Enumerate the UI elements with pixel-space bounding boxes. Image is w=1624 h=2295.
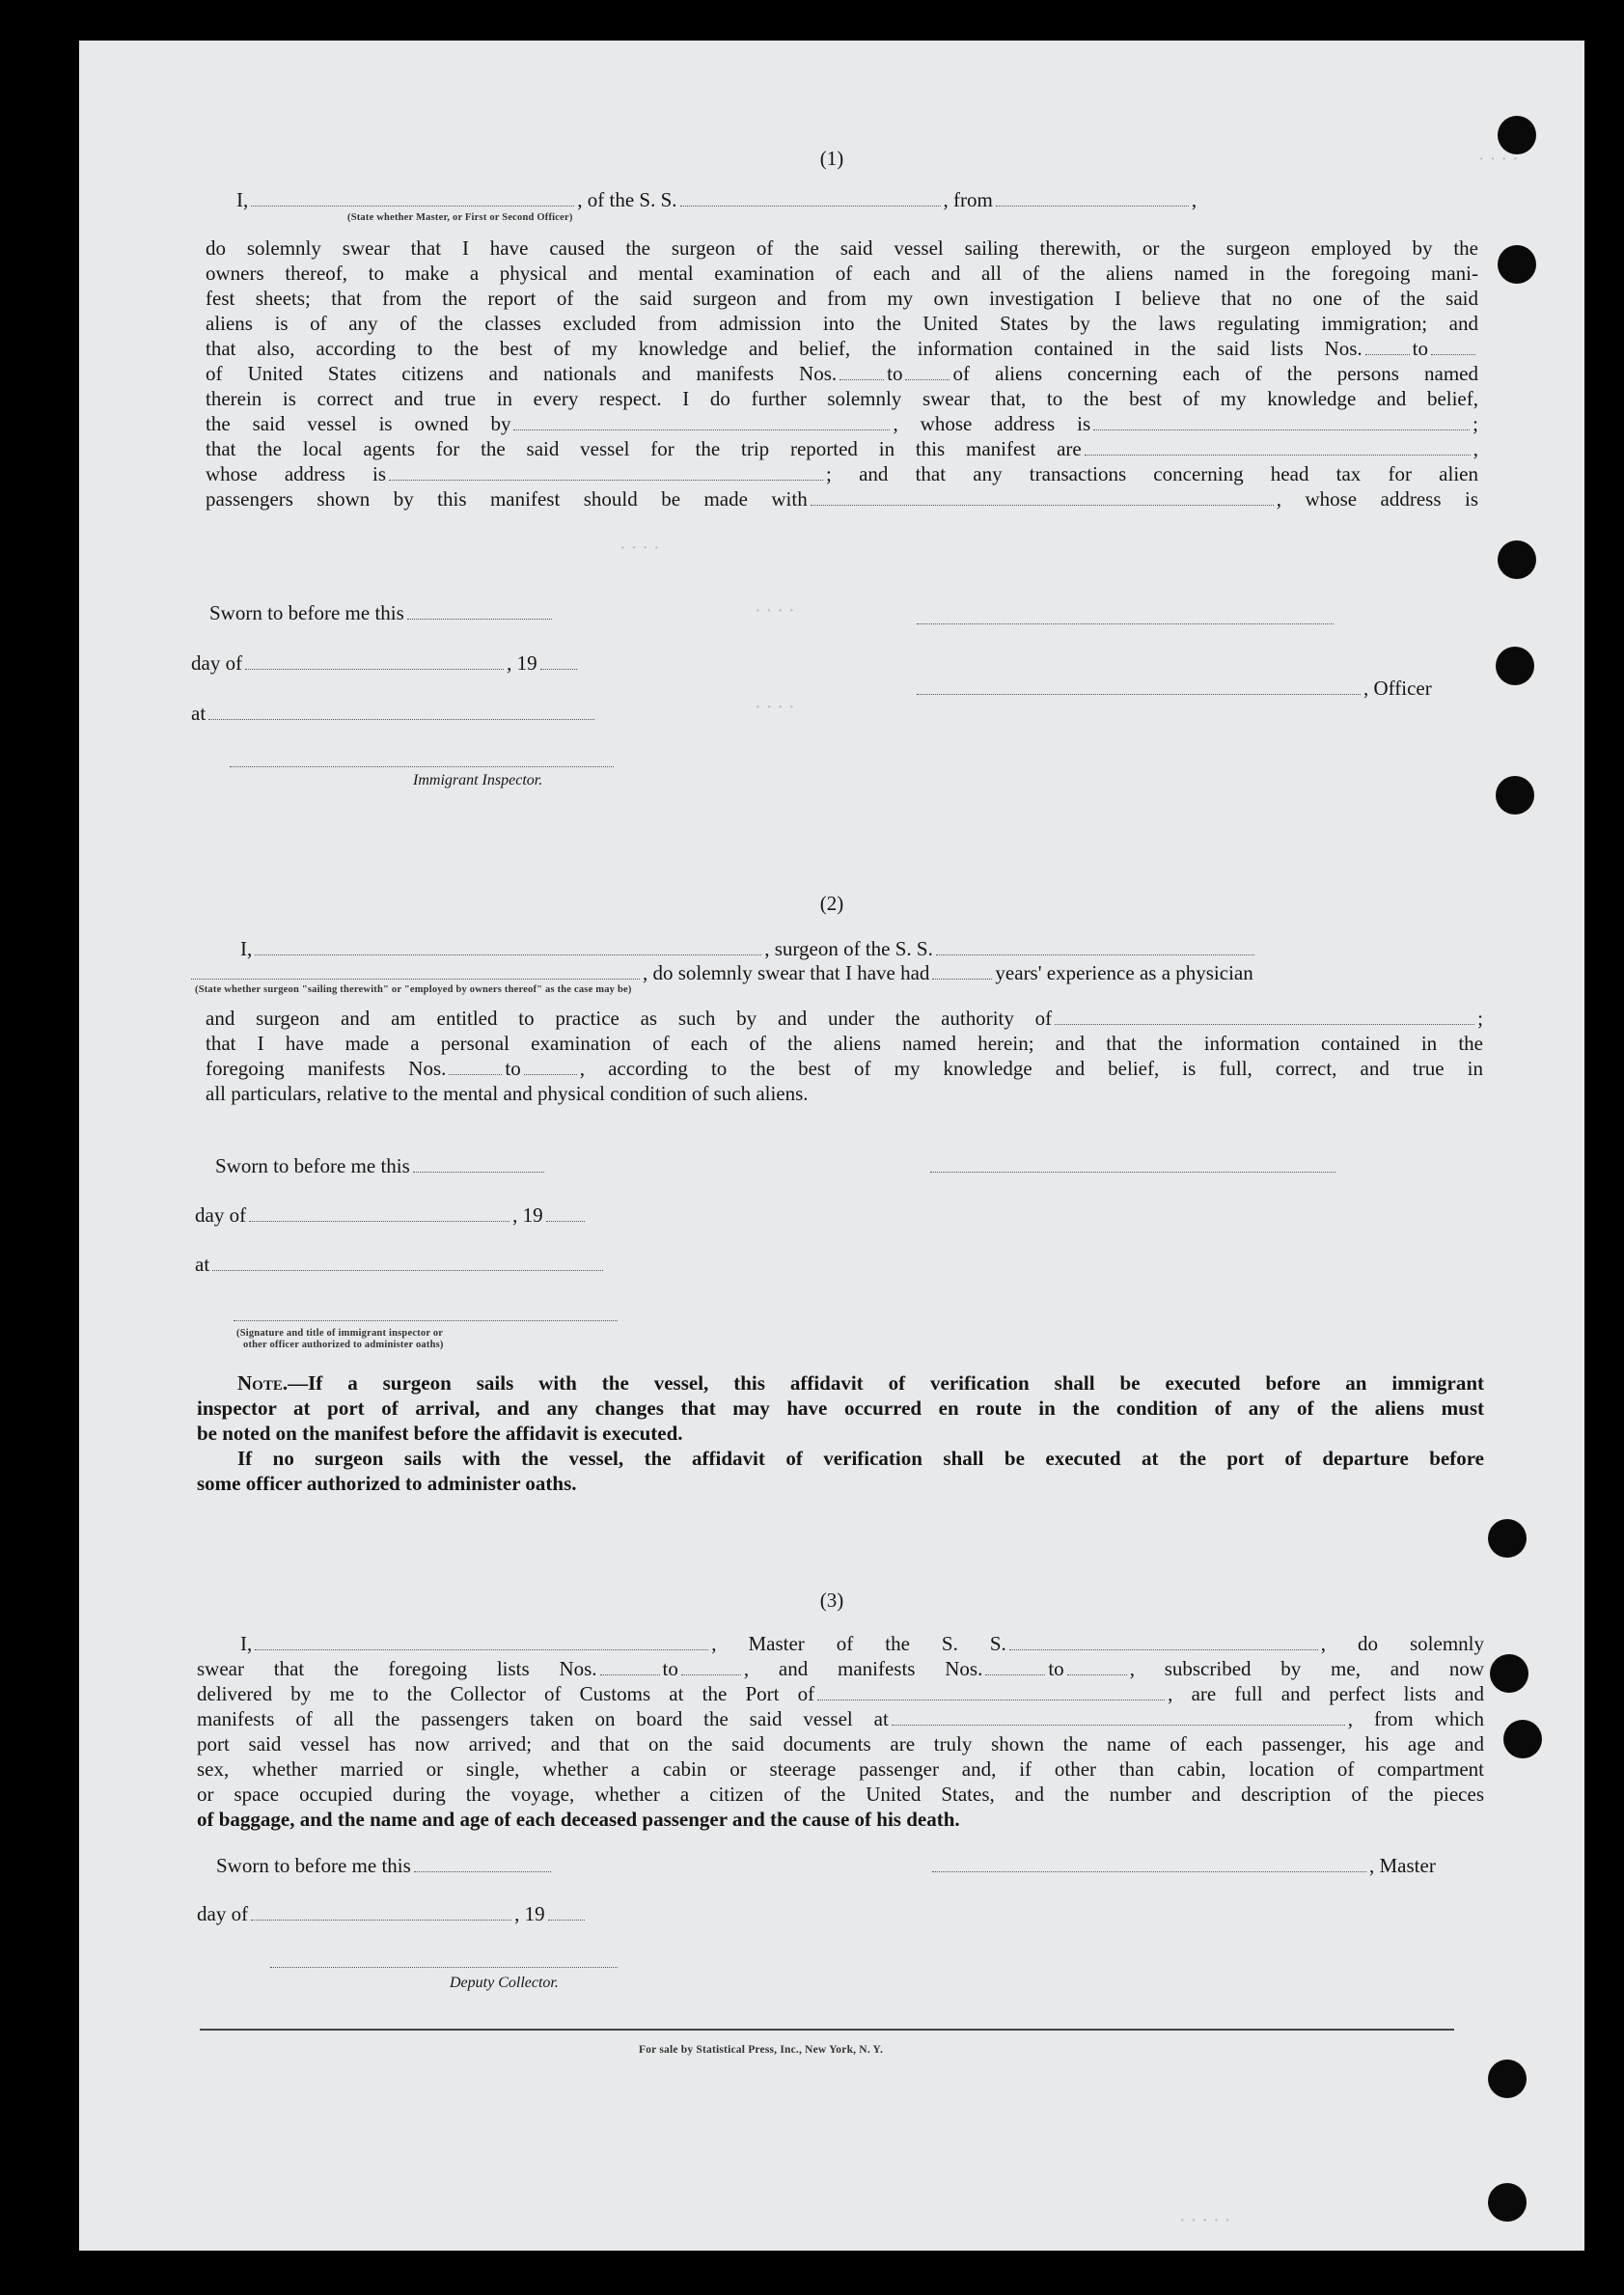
punch-hole	[1498, 245, 1536, 284]
oath-line: therein is correct and true in every respect. I do further solemnly swear that, to the best of my knowledge and belief,	[206, 387, 1478, 410]
oath-line: that the local agents for the said vessel for the trip reported in this manifest are ,	[206, 437, 1478, 460]
manifests-from-blank[interactable]	[985, 1658, 1045, 1675]
ship-name-blank[interactable]	[1009, 1633, 1318, 1650]
oath-line: swear that the foregoing lists Nos. to , and manifests Nos. to , subscribed by me, and now	[197, 1657, 1484, 1680]
surgeon-manifests-from-blank[interactable]	[449, 1058, 502, 1075]
officer-signature-blank[interactable]	[917, 677, 1361, 695]
oath-line: foregoing manifests Nos. to , according to the best of my knowledge and belief, is full, correct, and true in	[206, 1057, 1483, 1080]
note-line: some officer authorized to administer oaths.	[197, 1472, 577, 1495]
manifests-to-blank[interactable]	[1067, 1658, 1127, 1675]
oath-line: delivered by me to the Collector of Customs at the Port of , are full and perfect lists and	[197, 1682, 1484, 1705]
authority-blank[interactable]	[1055, 1008, 1474, 1025]
sworn-date-blank[interactable]	[407, 602, 552, 620]
surgeon-name-blank[interactable]	[255, 938, 761, 955]
officer-signature-line[interactable]	[234, 1320, 618, 1321]
collector-signature-line[interactable]	[270, 1967, 618, 1968]
section-3-heading: (3)	[819, 1589, 844, 1612]
oath-line: or space occupied during the voyage, whether a citizen of the United States, and the number and description of the pieces	[197, 1783, 1484, 1806]
port-blank[interactable]	[817, 1683, 1165, 1701]
boarding-port-blank[interactable]	[892, 1708, 1345, 1726]
oath-line: the said vessel is owned by , whose address is ;	[206, 412, 1479, 435]
departure-port-blank[interactable]	[996, 189, 1189, 207]
punch-hole	[1496, 647, 1534, 685]
master-name-blank[interactable]	[255, 1633, 708, 1650]
manifests-to-blank[interactable]	[905, 363, 950, 380]
oath-line: whose address is ; and that any transactions concerning head tax for alien	[206, 462, 1478, 485]
section-2-day-of: day of , 19	[195, 1203, 588, 1228]
note-line: If no surgeon sails with the vessel, the affidavit of verification shall be executed at the port of departure before	[237, 1447, 1484, 1470]
printer-imprint: For sale by Statistical Press, Inc., New York, N. Y.	[639, 2044, 884, 2056]
oath-line: that I have made a personal examination of each of the aliens named herein; and that the information contained in the	[206, 1032, 1483, 1055]
section-1-rank-caption: (State whether Master, or First or Second Officer)	[347, 212, 573, 223]
day-of-blank[interactable]	[245, 652, 504, 670]
sworn-date-blank[interactable]	[414, 1855, 551, 1872]
note-line: be noted on the manifest before the affidavit is executed.	[197, 1422, 683, 1445]
section-3-sworn: Sworn to before me this	[216, 1853, 554, 1878]
master-signature-blank[interactable]	[932, 1855, 1366, 1872]
lists-from-blank[interactable]	[1365, 338, 1410, 355]
oath-line: fest sheets; that from the report of the said surgeon and from my own investigation I believe that no one of the said	[206, 287, 1478, 310]
document-page	[79, 41, 1584, 2251]
sworn-date-blank[interactable]	[413, 1155, 544, 1173]
day-of-blank[interactable]	[249, 1204, 509, 1222]
lists-from-blank[interactable]	[600, 1658, 660, 1675]
note-text	[197, 1370, 1484, 1496]
oath-line: I, , Master of the S. S. , do solemnly	[240, 1632, 1484, 1655]
punch-hole	[1490, 1654, 1528, 1693]
punch-hole	[1496, 776, 1534, 815]
show-through-mark: · · · · ·	[1179, 2210, 1231, 2231]
place-blank[interactable]	[212, 1254, 603, 1271]
section-2-second-line: , do solemnly swear that I have had years' experience as a physician	[191, 960, 1253, 985]
punch-hole	[1498, 540, 1536, 579]
surgeon-type-blank[interactable]	[191, 962, 640, 980]
signature-caption: (Signature and title of immigrant inspector or	[236, 1328, 444, 1339]
show-through-mark: · · · ·	[755, 697, 795, 718]
owner-address-blank[interactable]	[1093, 413, 1470, 430]
section-1-sworn: Sworn to before me this	[209, 600, 555, 625]
head-tax-agent-blank[interactable]	[811, 488, 1274, 506]
section-1-first-line: I, , of the S. S. , from ,	[236, 188, 1197, 211]
surgeon-manifests-to-blank[interactable]	[524, 1058, 577, 1075]
show-through-mark: · · · ·	[755, 600, 795, 622]
year-blank[interactable]	[548, 1903, 585, 1921]
signature-caption: other officer authorized to administer oaths)	[243, 1340, 444, 1350]
oath-line: of United States citizens and nationals and manifests Nos. to of aliens concerning each of the persons named	[206, 362, 1479, 385]
owner-blank[interactable]	[513, 413, 890, 430]
year-blank[interactable]	[540, 652, 577, 670]
inspector-signature-line[interactable]	[230, 766, 614, 767]
show-through-mark: · · · ·	[619, 538, 660, 559]
section-2-sworn: Sworn to before me this	[215, 1153, 547, 1178]
surgeon-signature-line[interactable]	[930, 1172, 1335, 1173]
oath-line: all particulars, relative to the mental and physical condition of such aliens.	[206, 1082, 809, 1105]
ship-name-blank[interactable]	[680, 189, 941, 207]
day-of-blank[interactable]	[251, 1903, 511, 1921]
section-1-heading: (1)	[819, 147, 844, 170]
section-3-oath-text	[197, 1631, 1484, 1832]
section-2-first-line: I, , surgeon of the S. S.	[240, 936, 1257, 961]
oath-line: owners thereof, to make a physical and mental examination of each and all of the aliens named in the foregoing mani-	[206, 262, 1478, 285]
punch-hole	[1488, 1519, 1527, 1558]
lists-to-blank[interactable]	[681, 1658, 741, 1675]
section-3-day-of: day of , 19	[197, 1901, 588, 1926]
oath-line: and surgeon and am entitled to practice as such by and under the authority of ;	[206, 1007, 1483, 1030]
section-2-surgeon-caption: (State whether surgeon "sailing therewith" or "employed by owners thereof" as the case may be)	[195, 984, 632, 995]
oath-line: port said vessel has now arrived; and that on the said documents are truly shown the name of each passenger, his age and	[197, 1732, 1484, 1756]
section-2-at: at	[195, 1252, 606, 1277]
year-blank[interactable]	[546, 1204, 585, 1222]
immigrant-inspector-caption: Immigrant Inspector.	[413, 772, 543, 788]
oath-line: manifests of all the passengers taken on board the said vessel at , from which	[197, 1707, 1484, 1730]
punch-hole	[1503, 1720, 1542, 1758]
master-signature-line[interactable]	[917, 623, 1334, 624]
note-line: Note.—If a surgeon sails with the vessel, this affidavit of verification shall be executed before an immigrant	[237, 1371, 1484, 1395]
note-line: inspector at port of arrival, and any changes that may have occurred en route in the condition of any of the aliens must	[197, 1396, 1484, 1420]
section-2-oath-text	[206, 1006, 1483, 1106]
master-name-blank[interactable]	[251, 189, 574, 207]
section-1-day-of: day of , 19	[191, 650, 580, 676]
punch-hole	[1488, 2183, 1527, 2222]
footer-rule	[200, 2029, 1454, 2031]
agents-address-blank[interactable]	[389, 463, 823, 481]
surgeon-ship-blank[interactable]	[936, 938, 1254, 955]
oath-line: of baggage, and the name and age of each deceased passenger and the cause of his death.	[197, 1808, 960, 1831]
oath-line: do solemnly swear that I have caused the surgeon of the said vessel sailing therewith, or the surgeon employed by the	[206, 236, 1478, 260]
officer-signature-row: , Officer	[917, 676, 1432, 701]
lists-to-blank[interactable]	[1431, 338, 1475, 355]
section-3-master-signature: , Master	[932, 1853, 1436, 1878]
deputy-collector-caption: Deputy Collector.	[450, 1975, 559, 1991]
place-blank[interactable]	[208, 703, 594, 720]
local-agents-blank[interactable]	[1085, 438, 1471, 456]
section-2-heading: (2)	[819, 892, 844, 915]
punch-hole	[1488, 2060, 1527, 2098]
oath-line: sex, whether married or single, whether a cabin or steerage passenger and, if other than cabin, location of compartment	[197, 1757, 1484, 1781]
oath-line: passengers shown by this manifest should be made with , whose address is	[206, 487, 1478, 511]
section-1-oath-text	[206, 235, 1478, 512]
years-experience-blank[interactable]	[932, 962, 992, 980]
manifests-from-blank[interactable]	[840, 363, 884, 380]
section-1-at: at	[191, 701, 597, 726]
oath-line: aliens is of any of the classes excluded from admission into the United States by the laws regulating immigration; and	[206, 312, 1478, 335]
show-through-mark: · · · ·	[1478, 149, 1519, 170]
oath-line: that also, according to the best of my knowledge and belief, the information contained in the said lists Nos. to	[206, 336, 1478, 361]
